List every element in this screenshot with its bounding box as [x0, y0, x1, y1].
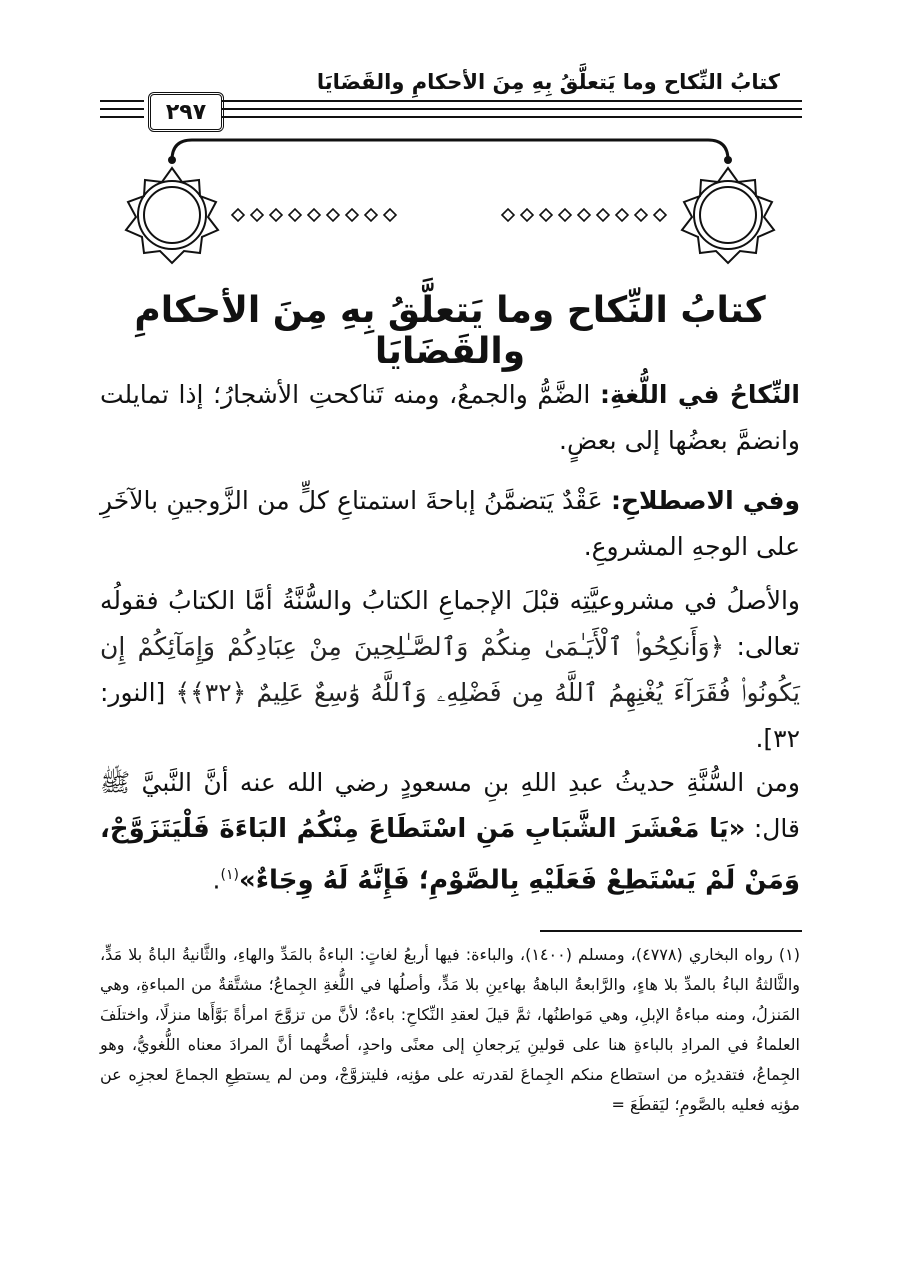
header-rule-right-2	[222, 108, 802, 110]
chapter-title: كتابُ النِّكاح وما يَتعلَّقُ بِهِ مِنَ الأحكامِ والقَضَايَا	[134, 290, 766, 372]
header-rule-right-3	[222, 116, 802, 118]
page-number: ٢٩٧	[148, 92, 224, 132]
paragraph-legitimacy	[100, 578, 800, 762]
ornament-diamond-row-right	[502, 209, 666, 221]
header-rule-left-3	[100, 116, 144, 118]
chapter-ornament	[0, 130, 900, 270]
ornament-diamond-row-left	[232, 209, 396, 221]
running-header-title: كتابُ النِّكاح وما يَتعلَّقُ بِهِ مِنَ الأحكامِ والقَضَايَا	[316, 70, 780, 94]
legitimacy-text: والأصلُ في مشروعيَّتِه قبْلَ الإجماعِ الكتابُ والسُّنَّةُ أمَّا الكتابُ فقولُه تعالى:	[100, 586, 800, 661]
ornament-rosette-right	[682, 168, 774, 263]
hadith-intro: ومن السُّنَّةِ حديثُ عبدِ اللهِ بنِ مسعودٍ رضي الله عنه أنَّ النَّبيَّ ﷺ قال:	[100, 768, 800, 843]
quran-verse: ﴿وَأَنكِحُوا۟ ٱلْأَيَـٰمَىٰ مِنكُمْ وَٱلصَّـٰلِحِينَ مِنْ عِبَادِكُمْ وَإِمَآئِكُمْ إِن يَكُونُوا۟ فُقَرَآءَ يُغْنِهِمُ ٱللَّهُ مِن فَضْلِهِۦ وَٱللَّهُ وَٰسِعٌ عَلِيمٌ ﴿٣٢﴾﴾	[100, 632, 800, 707]
technical-definition-text: عَقْدٌ يَتضمَّنُ إباحةَ استمتاعِ كلٍّ من الزَّوجينِ بالآخَرِ على الوجهِ المشروعِ.	[100, 486, 800, 561]
term-linguistic: النِّكاحُ في اللُّغةِ:	[599, 380, 800, 409]
paragraph-linguistic-definition	[100, 372, 800, 464]
linguistic-definition-text: الضَّمُّ والجمعُ، ومنه تَناكحتِ الأشجارُ؛ إذا تمايلت وانضمَّ بعضُها إلى بعضٍ.	[100, 380, 800, 455]
ornament-rosette-left	[126, 168, 218, 263]
header-rule-left-2	[100, 108, 144, 110]
footnote-1: (١) رواه البخاري (٤٧٧٨)، ومسلم (١٤٠٠)، والباءة: فيها أربعُ لغاتٍ: الباءةُ بالمَدِّ والهاءِ، والثَّانيةُ الباةُ بلا مَدٍّ، والثَّالثةُ الباءُ بالمدِّ بلا هاءٍ، والرَّابعةُ الباهةُ بهاءينِ بلا مَدٍّ، وأصلُها في اللُّغةِ الجِماعُ؛ مشتَّقةٌ من المباءةِ، وهي المَنزلُ، ومنه مباءةُ الإبلِ، وهي مَواطنُها، ثمَّ قيلَ لعقدِ النِّكاحِ: باءةٌ؛ لأنَّ من تزوَّجَ امرأةً بَوَّأَها منزلًا، واختلَفَ العلماءُ في المرادِ بالباءةِ هنا على قولينِ يَرجعانِ إلى معنًى واحدٍ، أصحُّهما أنَّ المرادَ معناه اللُّغويُّ، وهو الجِماعُ، فتقديرُه من استطاع منكم الجِماعَ لقدرته على مؤنِه، فليتزوَّجْ، ومن لم يستطِعِ الجماعَ لعجزِه عن مؤنِه فعليه بالصَّومِ؛ ليَقطَعَ =	[100, 945, 800, 1114]
footnote-marker[interactable]: (١)	[220, 867, 239, 883]
header-rule-left	[100, 100, 144, 102]
quran-reference: [النور: ٣٢].	[100, 678, 800, 753]
paragraph-hadith	[100, 760, 800, 903]
paragraph-technical-definition	[100, 478, 800, 570]
hadith-text: «يَا مَعْشَرَ الشَّبَابِ مَنِ اسْتَطَاعَ مِنْكُمُ البَاءَةَ فَلْيَتَزَوَّجْ، وَمَنْ لَمْ يَسْتَطِعْ فَعَلَيْهِ بِالصَّوْمِ؛ فَإِنَّهُ لَهُ وِجَاءٌ»	[100, 814, 800, 896]
header-rule-right	[222, 100, 802, 102]
term-technical: وفي الاصطلاحِ:	[611, 486, 800, 515]
footnote-separator	[540, 930, 802, 932]
hadith-end: .	[212, 865, 221, 895]
